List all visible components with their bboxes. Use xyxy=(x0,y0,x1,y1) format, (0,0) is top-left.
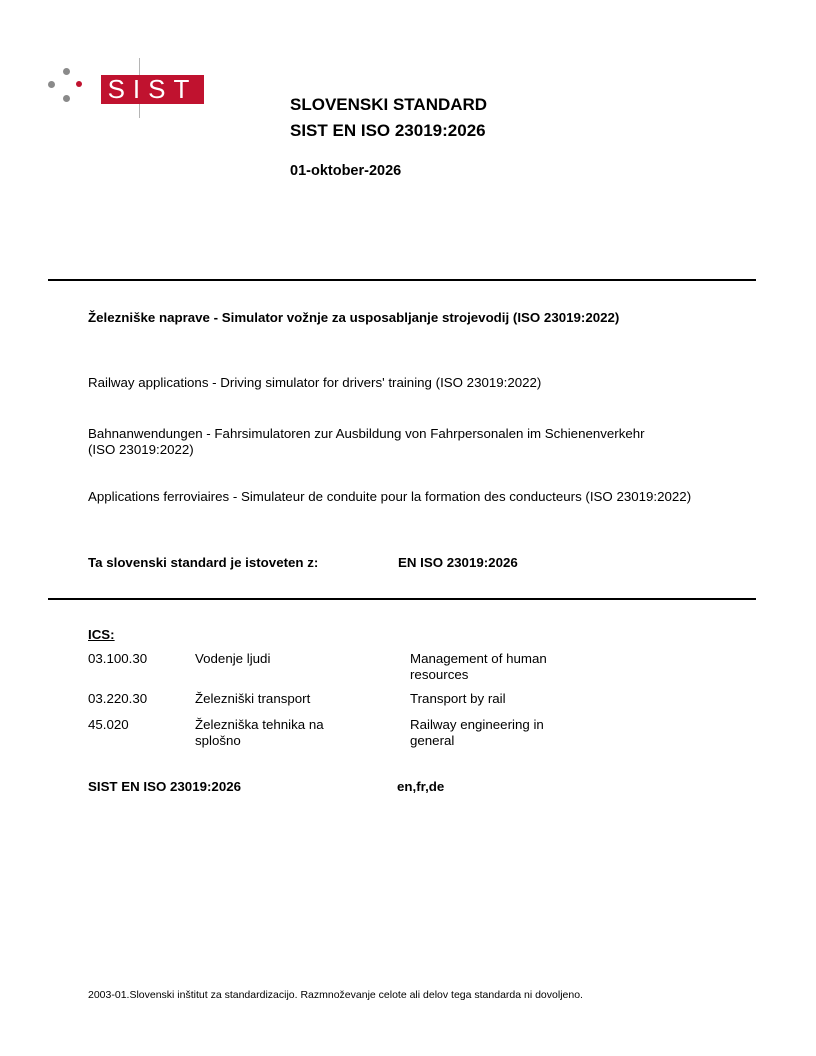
logo-dot xyxy=(48,81,55,88)
logo-dot-red xyxy=(76,81,82,87)
summary-languages: en,fr,de xyxy=(397,779,445,794)
ics-title-sl: Vodenje ljudi xyxy=(195,651,271,666)
sist-logo xyxy=(101,75,204,104)
summary-code: SIST EN ISO 23019:2026 xyxy=(88,779,241,794)
ics-title-en: Transport by rail xyxy=(410,691,506,706)
title-fr: Applications ferroviaires - Simulateur de conduite pour la formation des conducteurs (ISO 23019:2022) xyxy=(88,489,692,504)
standard-number: SIST EN ISO 23019:2026 xyxy=(290,121,486,140)
standard-type: SLOVENSKI STANDARD xyxy=(290,95,488,114)
ics-code: 45.020 xyxy=(88,717,129,732)
ics-title-sl: Železniški transport xyxy=(195,691,311,706)
logo-dots xyxy=(48,68,82,108)
ics-code: 03.100.30 xyxy=(88,651,148,666)
copyright-footer: 2003-01.Slovenski inštitut za standardizacijo. Razmnoževanje celote ali delov tega standarda ni dovoljeno. xyxy=(88,989,583,1001)
title-sl: Železniške naprave - Simulator vožnje za usposabljanje strojevodij (ISO 23019:2022) xyxy=(88,310,620,325)
identity-label: Ta slovenski standard je istoveten z: xyxy=(88,555,319,570)
identity-value: EN ISO 23019:2026 xyxy=(398,555,518,570)
ics-heading: ICS: xyxy=(88,627,115,642)
divider-bottom xyxy=(48,598,756,600)
publication-date: 01-oktober-2026 xyxy=(290,163,402,179)
ics-title-en: Management of human resources xyxy=(410,651,547,682)
logo-dot xyxy=(63,68,70,75)
title-de: Bahnanwendungen - Fahrsimulatoren zur Ausbildung von Fahrpersonalen im Schienenverkehr (ISO 23019:2022) xyxy=(88,426,645,457)
ics-title-sl: Železniška tehnika na splošno xyxy=(195,717,324,748)
title-en: Railway applications - Driving simulator for drivers' training (ISO 23019:2022) xyxy=(88,375,542,390)
divider-top xyxy=(48,279,756,281)
ics-code: 03.220.30 xyxy=(88,691,148,706)
logo-text: SIST xyxy=(107,74,198,104)
ics-title-en: Railway engineering in general xyxy=(410,717,544,748)
logo-dot xyxy=(63,95,70,102)
